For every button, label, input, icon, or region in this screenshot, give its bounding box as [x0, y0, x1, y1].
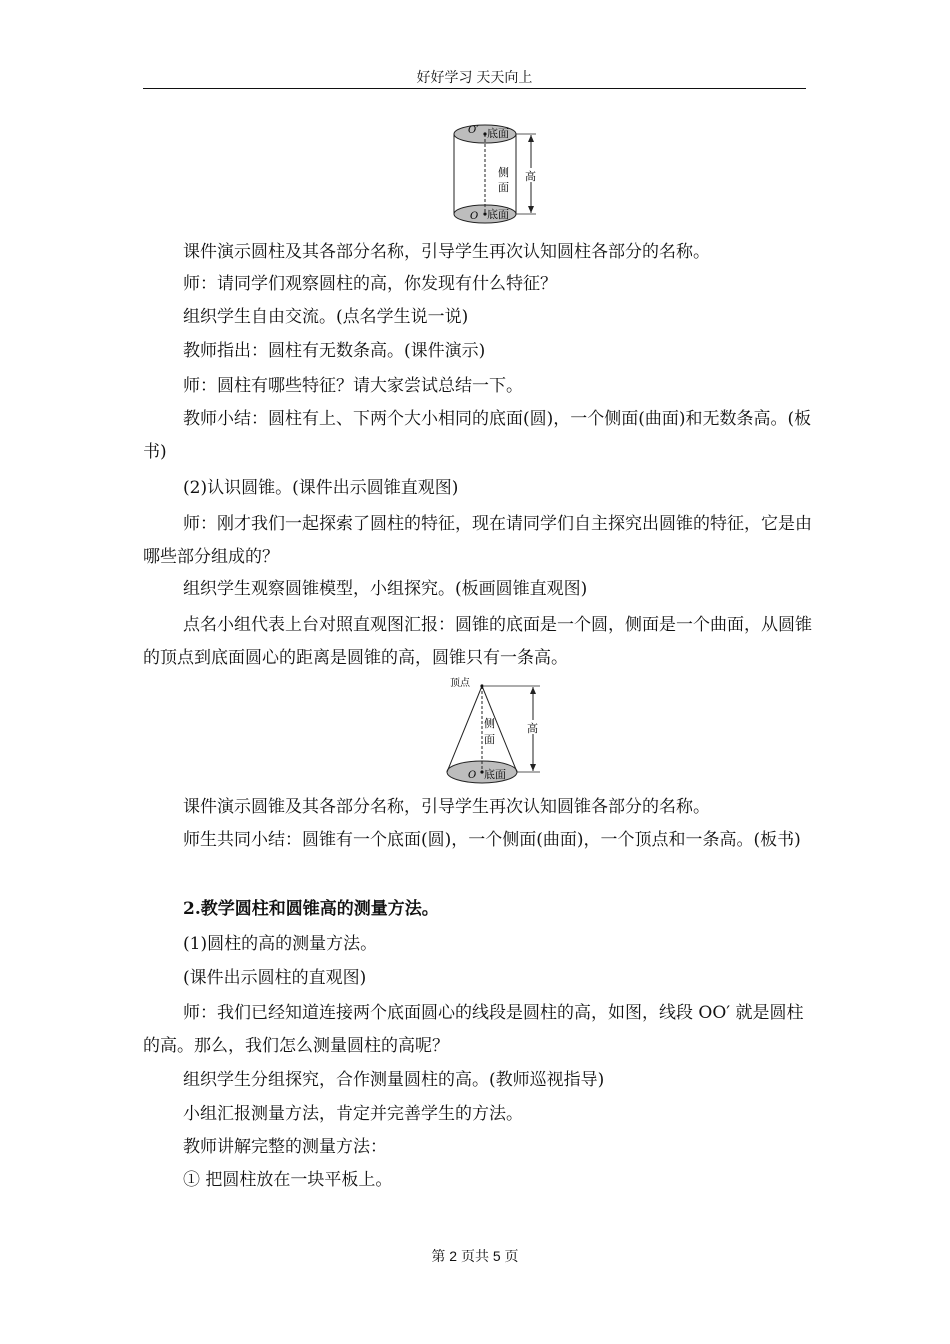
cylinder-top-o-label: O′: [468, 125, 479, 136]
cone-base-label: 底面: [484, 768, 506, 781]
paragraph: 师：请同学们观察圆柱的高，你发现有什么特征？: [183, 274, 557, 294]
paragraph: 师生共同小结：圆锥有一个底面(圆)，一个侧面(曲面)，一个顶点和一条高。(板书): [183, 830, 801, 850]
cone-left-edge: [447, 686, 482, 772]
cylinder-bottom-base-label: 底面: [487, 208, 509, 221]
cone-side-label-2: 面: [484, 733, 495, 746]
cone-apex-label: 顶点: [450, 678, 470, 689]
cylinder-side-label-1: 侧: [498, 166, 509, 179]
paragraph: 组织学生观察圆锥模型，小组探究。(板画圆锥直观图): [183, 579, 588, 599]
cone-height-arrow-up: [530, 687, 536, 694]
cylinder-figure: [440, 118, 550, 230]
paragraph: 组织学生自由交流。(点名学生说一说): [183, 307, 469, 327]
cylinder-height-label: 高: [525, 170, 536, 183]
cone-side-label-1: 侧: [484, 717, 495, 730]
paragraph: ① 把圆柱放在一块平板上。: [183, 1170, 393, 1190]
paragraph: 小组汇报测量方法，肯定并完善学生的方法。: [183, 1104, 523, 1124]
cylinder-height-arrow-down: [528, 206, 534, 213]
section-heading: 2.教学圆柱和圆锥高的测量方法。: [183, 899, 439, 919]
paragraph: 课件演示圆锥及其各部分名称，引导学生再次认知圆锥各部分的名称。: [183, 797, 710, 817]
paragraph: 教师讲解完整的测量方法：: [183, 1137, 387, 1157]
cone-base-o-label: O: [468, 770, 477, 781]
cylinder-top-base-label: 底面: [487, 127, 509, 140]
cone-height-label: 高: [527, 722, 538, 735]
paragraph: 师：圆柱有哪些特征？请大家尝试总结一下。: [183, 376, 523, 396]
paragraph: 组织学生分组探究，合作测量圆柱的高。(教师巡视指导): [183, 1070, 605, 1090]
cylinder-height-arrow-up: [528, 135, 534, 142]
paragraph: (课件出示圆柱的直观图): [183, 968, 367, 988]
page-header: 好好学习 天天向上: [143, 66, 806, 89]
page-footer: 第 2 页共 5 页: [431, 1248, 519, 1264]
paragraph: 教师指出：圆柱有无数条高。(课件演示): [183, 341, 486, 361]
paragraph: (2)认识圆锥。(课件出示圆锥直观图): [183, 478, 459, 498]
paragraph: 教师小结：圆柱有上、下两个大小相同的底面(圆)，一个侧面(曲面)和无数条高。(板书): [143, 409, 812, 462]
paragraph: 师：我们已经知道连接两个底面圆心的线段是圆柱的高，如图，线段 OO′ 就是圆柱的高。那么，我们怎么测量圆柱的高呢？: [143, 1003, 804, 1056]
paragraph: (1)圆柱的高的测量方法。: [183, 934, 378, 954]
cone-figure: [440, 674, 550, 786]
paragraph: 课件演示圆柱及其各部分名称，引导学生再次认知圆柱各部分的名称。: [183, 242, 710, 262]
paragraph: 点名小组代表上台对照直观图汇报：圆锥的底面是一个圆，侧面是一个曲面，从圆锥的顶点到底面圆心的距离是圆锥的高，圆锥只有一条高。: [143, 615, 812, 668]
cylinder-side-label-2: 面: [498, 181, 509, 194]
cone-apex: [480, 684, 483, 687]
cone-height-arrow-down: [530, 764, 536, 771]
paragraph: 师：刚才我们一起探索了圆柱的特征，现在请同学们自主探究出圆锥的特征，它是由哪些部分组成的？: [143, 514, 812, 567]
cylinder-bottom-o-label: O: [470, 211, 479, 222]
